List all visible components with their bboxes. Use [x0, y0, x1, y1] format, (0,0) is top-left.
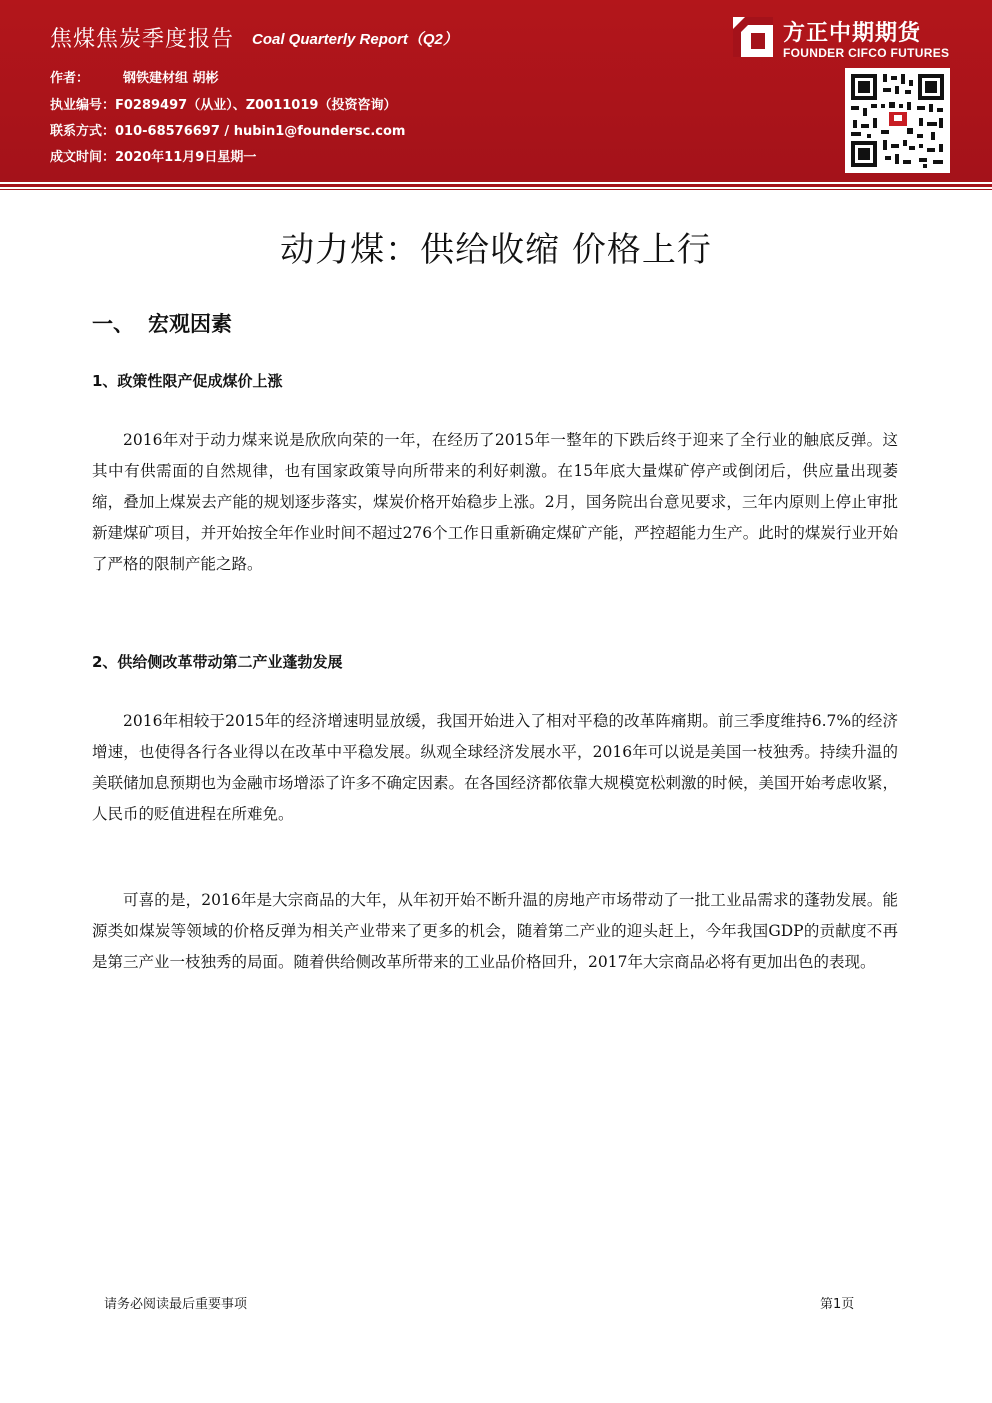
section-heading: [92, 308, 232, 338]
header-divider-thin: [0, 189, 992, 190]
company-logo: [731, 13, 971, 63]
header-divider: [0, 184, 992, 187]
paragraph-1: 2016年对于动力煤来说是欣欣向荣的一年，在经历了2015年一整年的下跌后终于迎来了全行业的触底反弹。这其中有供需面的自然规律，也有国家政策导向所带来的利好刺激。在15年底大量煤矿停产或倒闭后，供应量出现萎缩，叠加上煤炭去产能的规划逐步落实，煤炭价格开始稳步上涨。2月，国务院出台意见要求，三年内原则上停止审批新建煤矿项目，并开始按全年作业时间不超过276个工作日重新确定煤矿产能，严控超能力生产。此时的煤炭行业开始了严格的限制产能之路。: [92, 431, 898, 573]
contact-info: 联系方式：010-68576697 / hubin1@foundersc.com: [50, 124, 406, 139]
logo-chinese-name: 方正中期期货: [783, 21, 922, 46]
qr-code-icon: [845, 68, 950, 173]
paragraph-3: 可喜的是，2016年是大宗商品的大年，从年初开始不断升温的房地产市场带动了一批工业品需求的蓬勃发展。能源类如煤炭等领域的价格反弹为相关产业带来了更多的机会，随着第二产业的迎头赶上，今年我国GDP的贡献度不再是第三产业一枝独秀的局面。随着供给侧改革所带来的工业品价格回升，2017年大宗商品必将有更加出色的表现。: [92, 891, 898, 971]
section-number: 一、: [92, 312, 134, 336]
founder-logo-icon: [731, 15, 775, 59]
section-title: 宏观因素: [148, 312, 232, 336]
footer-disclaimer: 请务必阅读最后重要事项: [104, 1297, 248, 1312]
license-number: 执业编号：F0289497（从业）、Z0011019（投资咨询）: [50, 98, 397, 113]
author-value: 钢铁建材组 胡彬: [123, 71, 219, 86]
page-number: 第1页: [820, 1297, 855, 1312]
author-label: 作者：: [50, 71, 90, 86]
publish-date: 成文时间：2020年11月9日星期一: [50, 150, 257, 165]
logo-english-name: FOUNDER CIFCO FUTURES: [783, 46, 950, 60]
paragraph-2: 2016年相较于2015年的经济增速明显放缓，我国开始进入了相对平稳的改革阵痛期。前三季度维持6.7%的经济增速，也使得各行各业得以在改革中平稳发展。纵观全球经济发展水平，2016年可以说是美国一枝独秀。持续升温的美联储加息预期也为金融市场增添了许多不确定因素。在各国经济都依靠大规模宽松刺激的时候，美国开始考虑收紧，人民币的贬值进程在所难免。: [92, 712, 899, 823]
subsection-heading-2: 2、供给侧改革带动第二产业蓬勃发展: [92, 653, 343, 671]
report-subtitle: Coal Quarterly Report（Q2）: [252, 31, 458, 48]
author-line: [50, 67, 219, 86]
report-header: [0, 0, 992, 182]
document-title: 动力煤：供给收缩 价格上行: [280, 230, 712, 270]
subsection-heading-1: 1、政策性限产促成煤价上涨: [92, 372, 283, 390]
report-title: 焦煤焦炭季度报告: [50, 27, 235, 52]
